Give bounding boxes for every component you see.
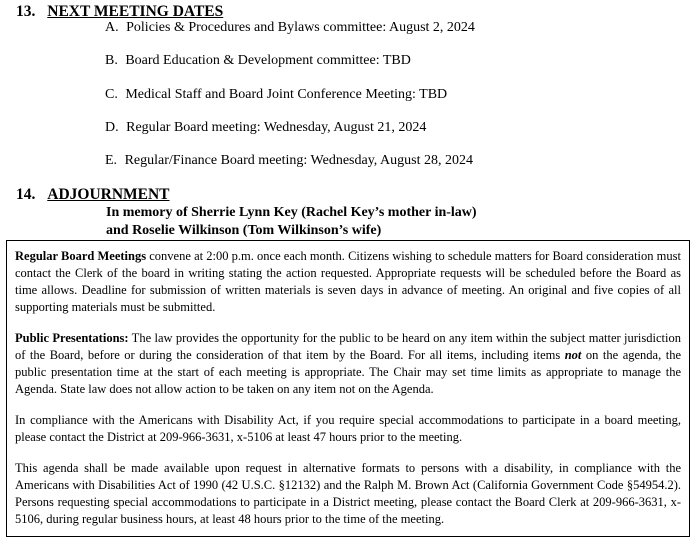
notice-text: on the agenda, the public presentation time at the start of each meeting is appropriate. The Chair may set time limits as appropriate to manage the Agenda. State law does not allow action to be taken on any item not on the Agenda. bbox=[15, 348, 682, 396]
memorial-line: and Roselie Wilkinson (Tom Wilkinson’s wife) bbox=[106, 223, 382, 238]
meeting-item-e bbox=[105, 153, 473, 169]
section-number: 13. bbox=[16, 3, 36, 20]
notice-emphasis: not bbox=[564, 348, 582, 362]
item-letter: C. bbox=[105, 87, 118, 102]
section-heading-adjournment bbox=[16, 186, 170, 204]
meeting-item-a bbox=[105, 20, 475, 36]
notice-heading: Public Presentations: bbox=[15, 331, 129, 345]
meeting-item-b bbox=[105, 53, 411, 69]
notice-text: The law provides the opportunity for the public to be heard on any item within the subject matter jurisdiction of the Board, before or during the consideration of that item by the Board. For all items, including items bbox=[15, 331, 681, 362]
notice-text: This agenda shall be made available upon request in alternative formats to persons with a disability, in compliance with the Americans with Disabilities Act of 1990 (42 U.S.C. §12132) and the Ralph M. Brown Act (California Government Code §54954.2). Persons requesting special accommodations to participate in a District meeting, please contact the Board Clerk at 209-966-3631, x-5106, during regular business hours, at least 48 hours prior to the time of the meeting. bbox=[15, 461, 681, 526]
item-text: Regular Board meeting: Wednesday, August 21, 2024 bbox=[126, 120, 427, 135]
item-text: Regular/Finance Board meeting: Wednesday, August 28, 2024 bbox=[124, 153, 473, 168]
section-title: ADJOURNMENT bbox=[47, 186, 170, 203]
memorial-dedication bbox=[106, 204, 477, 240]
item-letter: A. bbox=[105, 20, 119, 35]
item-text: Board Education & Development committee: TBD bbox=[125, 53, 411, 68]
item-text: Medical Staff and Board Joint Conference Meeting: TBD bbox=[125, 87, 448, 102]
item-letter: B. bbox=[105, 53, 118, 68]
notice-heading: Regular Board Meetings bbox=[15, 249, 147, 263]
notice-text: In compliance with the Americans with Disability Act, if you require special accommodations to participate in a board meeting, please contact the District at 209-966-3631, x-5106 at least 47 hours prior to the meeting. bbox=[15, 413, 681, 444]
meeting-item-d bbox=[105, 120, 426, 136]
notice-public-presentations bbox=[15, 330, 681, 398]
notice-disability-act bbox=[15, 412, 681, 446]
notice-alternative-formats bbox=[15, 460, 681, 528]
item-text: Policies & Procedures and Bylaws committee: August 2, 2024 bbox=[126, 20, 475, 35]
notice-regular-meetings bbox=[15, 248, 681, 316]
item-letter: E. bbox=[105, 153, 118, 168]
notice-text: convene at 2:00 p.m. once each month. Citizens wishing to schedule matters for Board consideration must contact the Clerk of the board in writing stating the action requested. Appropriate requests will be scheduled before the Board as time allows. Deadline for submission of written materials is seven days in advance of meeting. An original and five copies of all supporting materials must be submitted. bbox=[15, 249, 681, 314]
public-notice-box bbox=[6, 240, 690, 537]
section-number: 14. bbox=[16, 186, 36, 203]
memorial-line: In memory of Sherrie Lynn Key (Rachel Key’s mother in-law) bbox=[106, 205, 477, 220]
section-title: NEXT MEETING DATES bbox=[47, 3, 224, 20]
section-heading-next-meeting-dates bbox=[16, 3, 223, 21]
meeting-item-c bbox=[105, 87, 447, 103]
item-letter: D. bbox=[105, 120, 119, 135]
